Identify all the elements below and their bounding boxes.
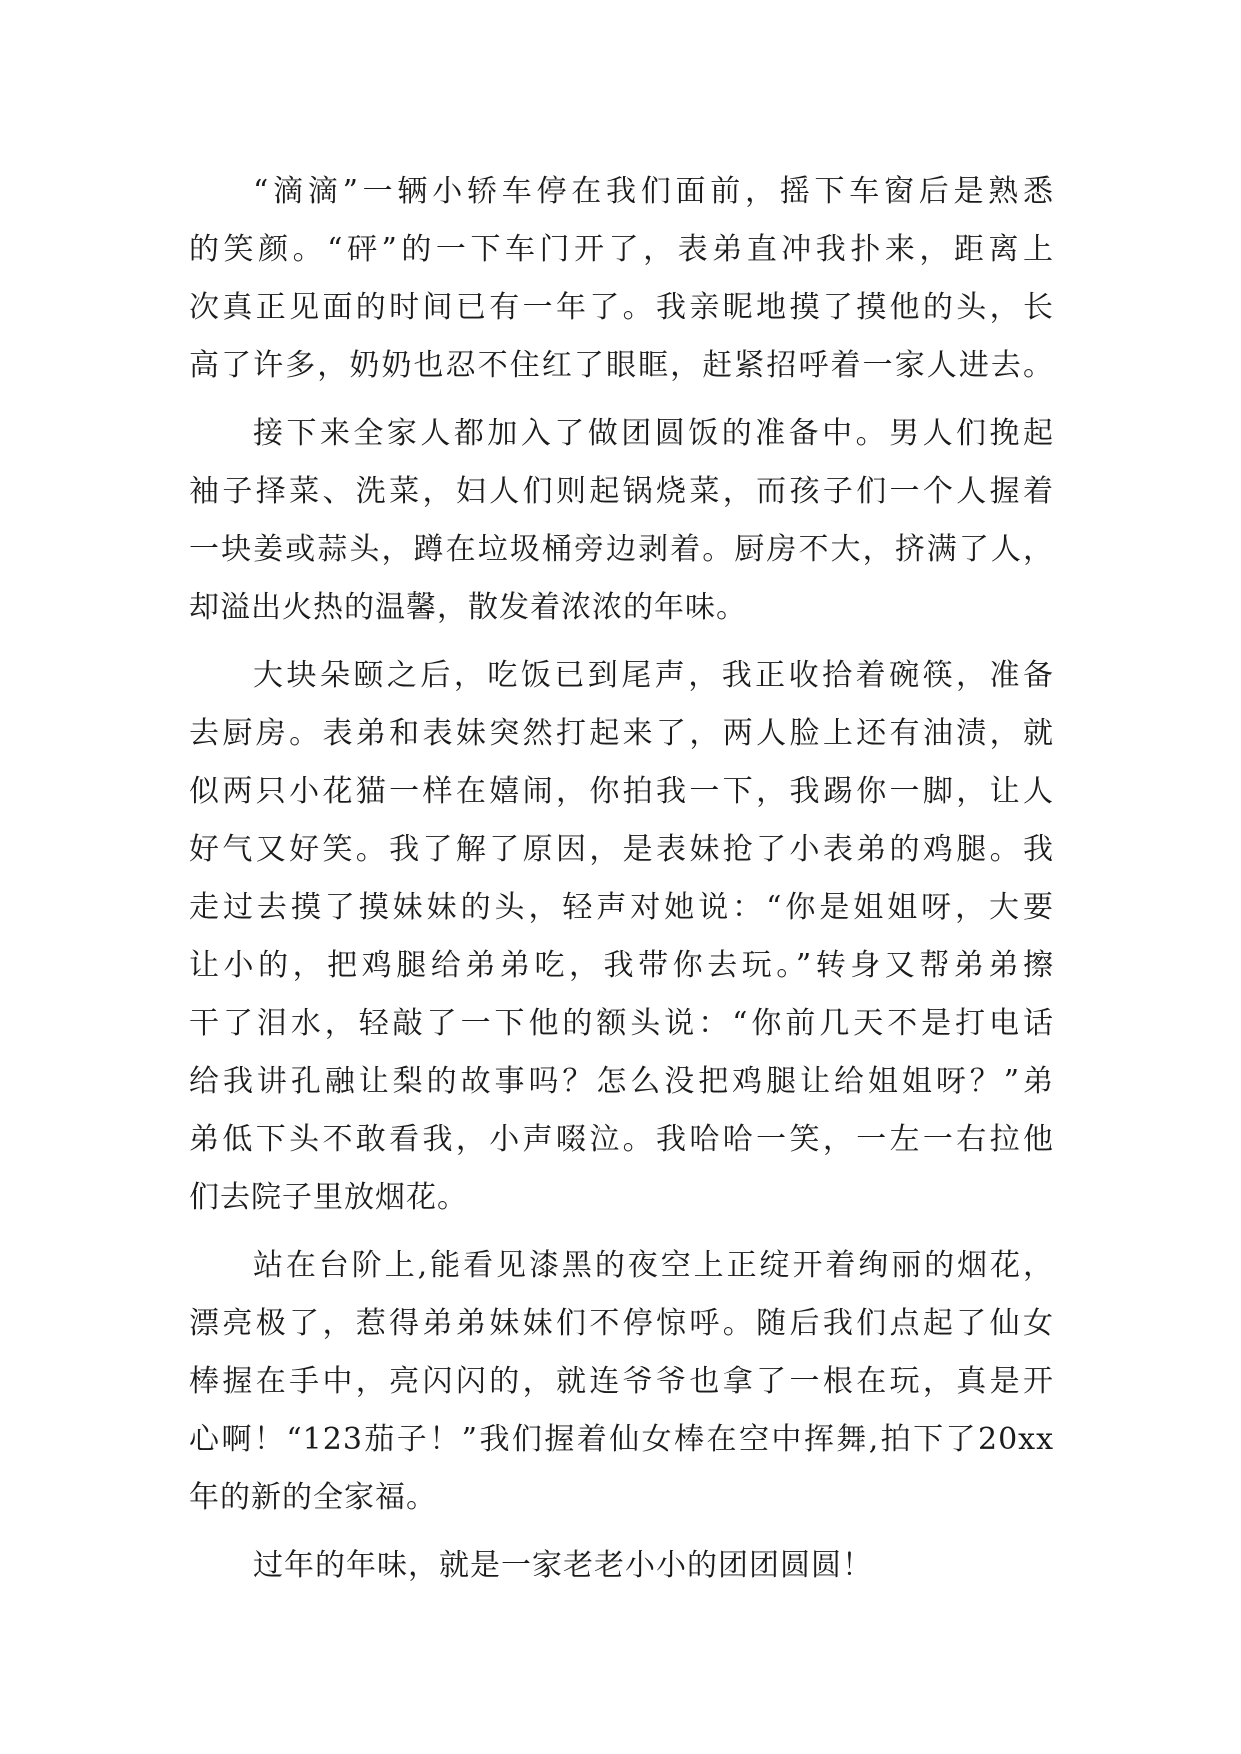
text-line: 走过去摸了摸妹妹的头，轻声对她说：“你是姐姐呀，大要 <box>189 890 1054 925</box>
text-line: 过年的年味，就是一家老老小小的团团圆圆！ <box>253 1548 873 1583</box>
text-line: 让小的，把鸡腿给弟弟吃，我带你去玩。”转身又帮弟弟擦 <box>189 948 1054 983</box>
document-body <box>189 163 1054 1595</box>
paragraph <box>189 1237 1054 1527</box>
text-line: 的笑颜。“砰”的一下车门开了，表弟直冲我扑来，距离上 <box>189 232 1054 267</box>
text-line: 干了泪水，轻敲了一下他的额头说：“你前几天不是打电话 <box>189 1006 1054 1041</box>
paragraph <box>189 647 1054 1227</box>
text-line: 袖子择菜、洗菜，妇人们则起锅烧菜，而孩子们一个人握着 <box>189 474 1054 509</box>
text-line: 站在台阶上,能看见漆黑的夜空上正绽开着绚丽的烟花， <box>253 1248 1054 1283</box>
text-line: 们去院子里放烟花。 <box>189 1180 468 1215</box>
text-line: 棒握在手中，亮闪闪的，就连爷爷也拿了一根在玩，真是开 <box>189 1364 1054 1399</box>
paragraph <box>189 1537 1054 1595</box>
paragraph <box>189 163 1054 395</box>
text-line: 给我讲孔融让梨的故事吗？怎么没把鸡腿让给姐姐呀？”弟 <box>189 1064 1054 1099</box>
text-line: 年的新的全家福。 <box>189 1480 437 1515</box>
paragraph-spacer <box>189 1227 1054 1237</box>
text-line: 去厨房。表弟和表妹突然打起来了，两人脸上还有油渍，就 <box>189 716 1054 751</box>
text-line: “滴滴”一辆小轿车停在我们面前，摇下车窗后是熟悉 <box>253 174 1054 209</box>
text-line: 好气又好笑。我了解了原因，是表妹抢了小表弟的鸡腿。我 <box>189 832 1054 867</box>
text-line: 次真正见面的时间已有一年了。我亲昵地摸了摸他的头，长 <box>189 290 1054 325</box>
paragraph-spacer <box>189 1527 1054 1537</box>
paragraph <box>189 405 1054 637</box>
text-line: 一块姜或蒜头，蹲在垃圾桶旁边剥着。厨房不大，挤满了人， <box>189 532 1054 567</box>
text-line: 弟低下头不敢看我，小声啜泣。我哈哈一笑，一左一右拉他 <box>189 1122 1054 1157</box>
text-line: 漂亮极了，惹得弟弟妹妹们不停惊呼。随后我们点起了仙女 <box>189 1306 1054 1341</box>
text-line: 大块朵颐之后，吃饭已到尾声，我正收拾着碗筷，准备 <box>253 658 1054 693</box>
text-line: 却溢出火热的温馨，散发着浓浓的年味。 <box>189 590 747 625</box>
text-line: 高了许多，奶奶也忍不住红了眼眶，赶紧招呼着一家人进去。 <box>189 348 1054 383</box>
text-line: 似两只小花猫一样在嬉闹，你拍我一下，我踢你一脚，让人 <box>189 774 1054 809</box>
text-line: 心啊！“123茄子！”我们握着仙女棒在空中挥舞,拍下了20xx <box>189 1422 1054 1457</box>
paragraph-spacer <box>189 637 1054 647</box>
text-line: 接下来全家人都加入了做团圆饭的准备中。男人们挽起 <box>253 416 1054 451</box>
paragraph-spacer <box>189 395 1054 405</box>
